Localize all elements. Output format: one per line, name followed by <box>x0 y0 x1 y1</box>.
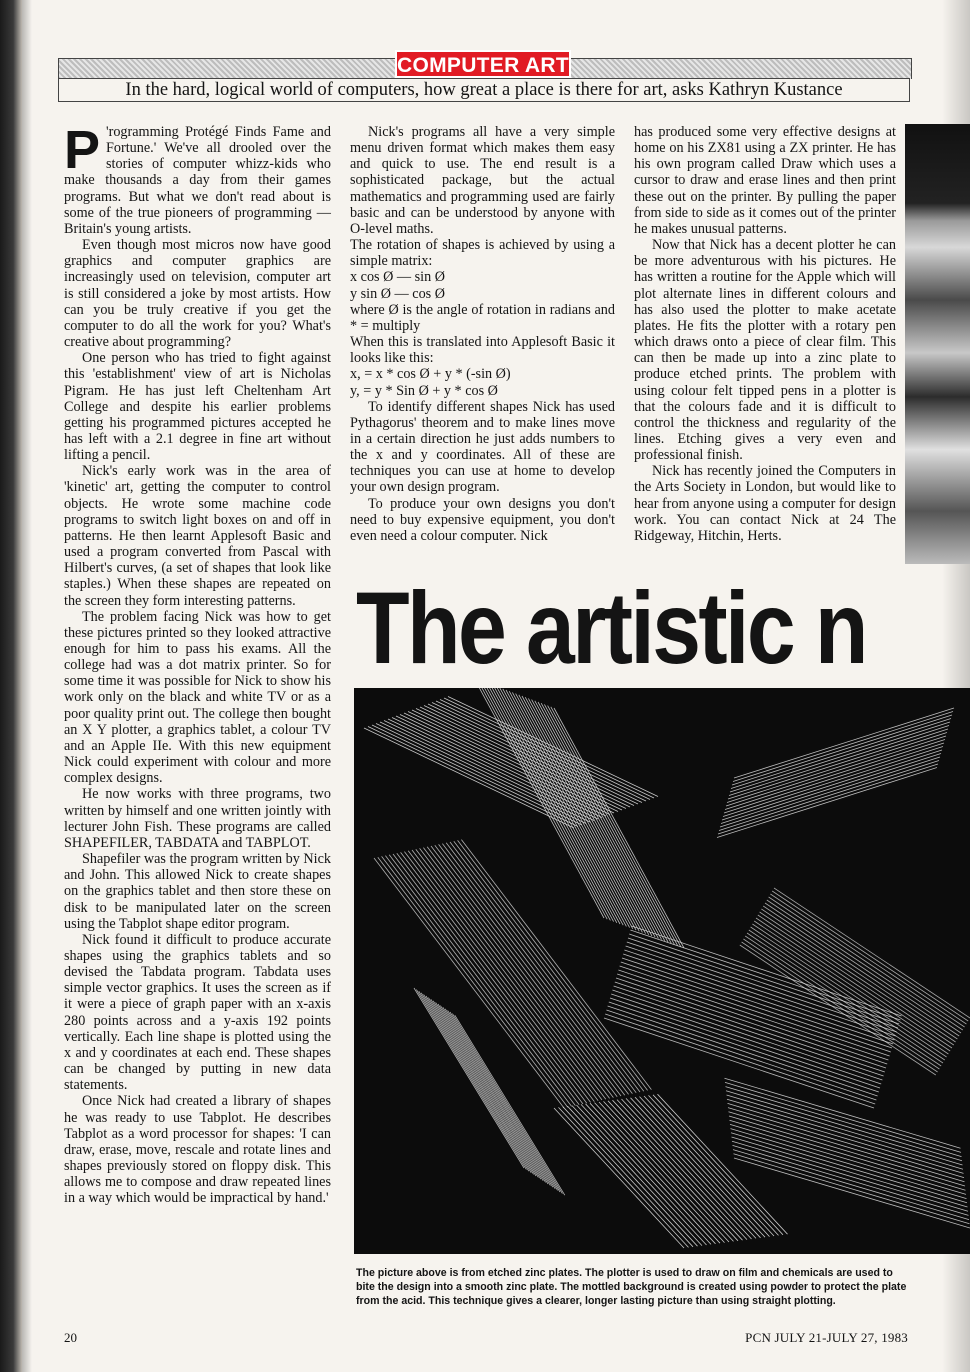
code-line: y, = y * Sin Ø + y * cos Ø <box>350 382 498 399</box>
code-line: x, = x * cos Ø + y * (-sin Ø) <box>350 366 511 383</box>
matrix-line: y sin Ø — cos Ø <box>350 285 445 302</box>
paragraph: where Ø is the angle of rotation in radians and * = multiply <box>350 301 615 334</box>
standfirst: In the hard, logical world of computers, how great a place is there for art, asks Kathryn Kustance <box>58 78 910 102</box>
binding-edge <box>0 0 22 1372</box>
paragraph: Nick's programs all have a very simple menu driven format which makes them easy and quick to use. The end result is a sophisticated package, but the actual mathematics and programming used are fairly basic and can be understood by anyone with O-level maths. <box>350 124 615 237</box>
paragraph: has produced some very effective designs at home on his ZX81 using a ZX printer. He has his own program called Draw which uses a cursor to draw and erase lines and then print these out on the printer. By pulling the paper from side to side as it comes out of the printer he makes unusual patterns. <box>634 124 896 237</box>
paragraph: One person who has tried to fight against this 'establishment' view of art is Nicholas Pigram. He has just left Cheltenham Art College and despite his earlier problems getting his programmed pictures accepted he has left with a 2.1 degree in fine art without lifting a pencil. <box>64 350 331 464</box>
matrix-line: x cos Ø — sin Ø <box>350 269 445 286</box>
paragraph: Nick found it difficult to produce accurate shapes using the graphics tablets and so devised the Tabdata program. Tabdata uses simple vector graphics. It uses the screen as if it were a piece of graph paper with an x-axis 280 points across and a y-axis 192 points vertically. Each line shape is plotted using the x and y coordinates at each end. These shapes can be changed by putting in new data statements. <box>64 931 331 1094</box>
paragraph: Even though most micros now have good graphics and computer graphics are increasingly used on television, computer art is still considered a joke by most artists. How can you be truly creative if you get the computer to do all the work for you? What's creative about programming? <box>64 237 331 351</box>
binding-shadow <box>22 0 32 1372</box>
paragraph <box>64 120 331 237</box>
drop-cap: P <box>64 120 101 180</box>
issue-line: PCN JULY 21-JULY 27, 1983 <box>745 1330 908 1345</box>
artwork-lines <box>354 688 970 1254</box>
page-number: 20 <box>64 1330 77 1345</box>
paragraph: Nick has recently joined the Computers in the Arts Society in London, but would like to hear from anyone using a computer for design work. You can contact Nick at 24 The Ridgeway, Hitchin, Herts. <box>634 463 896 544</box>
column-1 <box>64 120 331 1207</box>
photo-caption: The picture above is from etched zinc plates. The plotter is used to draw on film and chemicals are used to bite the design into a smooth zinc plate. The mottled background is created using powder to protect the plate from the acid. This technique gives a clearer, longer lasting picture than using straight plotting. <box>356 1267 907 1307</box>
column-3 <box>634 124 896 544</box>
paragraph: To produce your own designs you don't need to buy expensive equipment, you don't even need a colour computer. Nick <box>350 495 615 544</box>
etched-zinc-plate-artwork <box>354 688 970 1254</box>
opening-quote: ' <box>106 124 109 140</box>
side-photo <box>905 124 970 564</box>
paragraph: The rotation of shapes is achieved by using a simple matrix: <box>350 237 615 270</box>
paragraph: Once Nick had created a library of shapes he was ready to use Tabplot. He describes Tabplot as a word processor for shapes: 'I can draw, erase, move, rescale and rotate lines and shapes previously stored on floppy disk. This allows me to compose and draw repeated lines in a way which would be impractical by hand.' <box>64 1093 331 1207</box>
paragraph: To identify different shapes Nick has used Pythagorus' theorem and to make lines move in a certain direction he just adds numbers to the x and y coordinates. All of these are techniques you can use at home to develop your own design program. <box>350 398 615 496</box>
section-tag: COMPUTER ART <box>395 50 571 78</box>
column-2 <box>350 124 615 544</box>
paragraph-text: rogramming Protégé Finds Fame and Fortune.' We've all drooled over the stories of computer whizz-kids who make thousands a day from their games programs. But what we don't read about is some of the true pioneers of programming — Britain's young artists. <box>64 124 331 237</box>
paragraph: When this is translated into Applesoft Basic it looks like this: <box>350 334 615 367</box>
paragraph: Nick's early work was in the area of 'kinetic' art, getting the computer to control objects. He wrote some machine code programs to switch light boxes on and off in patterns. He then learnt Applesoft Basic and used a program converted from Pascal with Hilbert's curves, (a set of shapes that look like staples.) When these shapes are repeated on the screen they form interesting patterns. <box>64 463 331 609</box>
paragraph: Shapefiler was the program written by Nick and John. This allowed Nick to create shapes on the graphics tablet and then store these on disk to be manipulated later on the screen using the Tabplot shape editor program. <box>64 851 331 932</box>
paragraph: The problem facing Nick was how to get these pictures printed so they looked attractive enough for him to pass his exams. All the college had was a dot matrix printer. So for some time it was possible for Nick to show his work only on the black and white TV or as a poor quality print out. The college then bought an X Y plotter, a graphics tablet, a colour TV and an Apple IIe. With this new equipment Nick could experiment with colour and more complex designs. <box>64 608 331 787</box>
paragraph: He now works with three programs, two written by himself and one written jointly with lecturer John Fish. These programs are called SHAPEFILER, TABDATA and TABPLOT. <box>64 786 331 851</box>
headline: The artistic n <box>356 573 866 683</box>
paragraph: Now that Nick has a decent plotter he can be more adventurous with his pictures. He has written a routine for the Apple which will plot alternate lines in different colours and has also used the plotter to make acetate plates. He fits the plotter with a rotary pen which draws onto a piece of clear film. This can then be made up into a zinc plate to produce etched prints. The problem with using colour felt tipped pens in a plotter is that the colours fade and it is difficult to control the thickness and regularity of the lines. Etching gives a very even and professional finish. <box>634 237 896 464</box>
